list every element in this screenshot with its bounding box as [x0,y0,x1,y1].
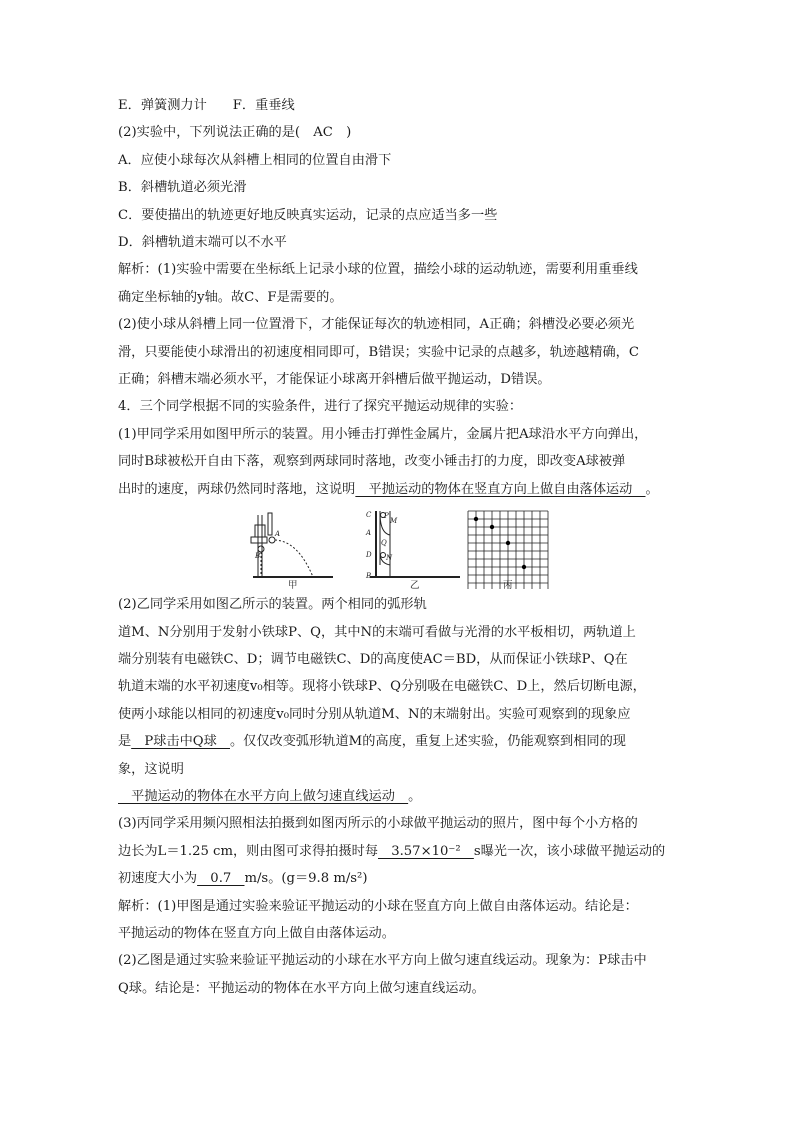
answer-blank: 3.57×10⁻² [378,843,474,859]
ball-position-dot [506,541,510,545]
answer-blank: 平抛运动的物体在水平方向上做匀速直线运动 [118,788,409,804]
svg-text:A: A [366,529,372,538]
ball-position-dot [490,525,494,529]
question-4-text: 初速度大小为 0.7 m/s。(g＝9.8 m/s²) [118,871,368,887]
caption-bing: 丙 [503,580,513,590]
option-d: D．斜槽轨道末端可以不水平 [118,235,287,251]
question-4-text: (1)甲同学采用如图甲所示的装置。用小锤击打弹性金属片，金属片把A球沿水平方向弹出， [118,426,648,442]
option-f: F．重垂线 [232,98,295,113]
svg-text:N: N [386,554,393,563]
figures-row [118,505,678,589]
question-4-text: 轨道末端的水平初速度v₀相等。现将小铁球P、Q分别吸在电磁铁C、D上，然后切断电源， [118,679,646,695]
question-4-text: 端分别装有电磁铁C、D；调节电磁铁C、D的高度使AC＝BD，从而保证小铁球P、Q在 [118,651,628,667]
question-4-text: 象，这说明 [118,761,184,777]
svg-text:B: B [366,572,372,581]
caption-jia: 甲 [288,580,298,590]
option-e: E．弹簧测力计 [118,98,207,113]
label-b: B [255,552,261,561]
question-4-text: 是 P球击中Q球 。仅仅改变弧形轨道M的高度，重复上述实验，仍能观察到相同的现 [118,734,626,750]
question-4-text: 出时的速度，两球仍然同时落地，这说明 平抛运动的物体在竖直方向上做自由落体运动 。 [118,481,659,497]
analysis-line: 确定坐标轴的y轴。故C、F是需要的。 [118,289,343,305]
figure-jia [251,513,333,589]
question-4-text: 平抛运动的物体在水平方向上做匀速直线运动 。 [118,788,422,804]
question-4-text: 边长为L＝1.25 cm，则由图可求得拍摄时每 3.57×10⁻² s曝光一次，该小球做平抛运动的 [118,843,666,859]
figure-yi [365,511,460,589]
question-4-text: (3)丙同学采用频闪照相法拍摄到如图丙所示的小球做平抛运动的照片，图中每个小方格的 [118,816,638,832]
label-a: A [275,530,281,539]
question-2: (2)实验中，下列说法正确的是( AC ) [118,125,352,141]
caption-yi: 乙 [410,580,420,590]
ball-position-dot [522,565,526,569]
answer-blank: P球击中Q球 [131,734,230,750]
svg-text:D: D [366,551,372,560]
question-4-text: 使两小球能以相同的初速度v₀同时分别从轨道M、N的末端射出。实验可观察到的现象应 [118,706,631,722]
experiment-figures [118,505,678,589]
svg-text:M: M [390,517,398,526]
svg-text:C: C [366,511,372,520]
analysis-line: (2)乙图是通过实验来验证平抛运动的小球在水平方向上做匀速直线运动。现象为：P球击中 [118,953,647,969]
analysis-line: 滑，只要能使小球滑出的初速度相同即可，B错误；实验中记录的点越多，轨迹越精确，C [118,344,639,360]
answer-blank: 0.7 [197,871,245,887]
analysis-line: 解析：(1)实验中需要在坐标纸上记录小球的位置，描绘小球的运动轨迹，需要利用重垂线 [118,262,638,278]
ball-position-dot [474,517,478,521]
question-4-title: 4．三个同学根据不同的实验条件，进行了探究平抛运动规律的实验： [118,399,523,415]
answer-blank: 平抛运动的物体在竖直方向上做自由落体运动 [355,481,646,497]
option-e-f [118,92,678,119]
analysis-line: 平抛运动的物体在竖直方向上做自由落体运动。 [118,925,395,941]
analysis-line: 解析：(1)甲图是通过实验来验证平抛运动的小球在竖直方向上做自由落体运动。结论是： [118,898,638,914]
document-page [118,92,678,1002]
figure-bing [468,511,548,589]
svg-text:Q: Q [381,539,387,548]
question-4-text: (2)乙同学采用如图乙所示的装置。两个相同的弧形轨 [118,597,427,613]
option-b: B．斜槽轨道必须光滑 [118,180,247,196]
analysis-line: (2)使小球从斜槽上同一位置滑下，才能保证每次的轨迹相同，A正确；斜槽没必要必须光 [118,317,635,333]
option-c: C．要使描出的轨迹更好地反映真实运动，记录的点应适当多一些 [118,207,498,223]
analysis-line: Q球。结论是：平抛运动的物体在水平方向上做匀速直线运动。 [118,980,485,996]
svg-text:P: P [384,512,389,521]
question-4-text: 同时B球被松开自由下落，观察到两球同时落地，改变小锤击打的力度，即改变A球被弹 [118,454,626,470]
option-a: A．应使小球每次从斜槽上相同的位置自由滑下 [118,152,392,168]
analysis-line: 正确；斜槽末端必须水平，才能保证小球离开斜槽后做平抛运动，D错误。 [118,372,551,388]
question-4-text: 道M、N分别用于发射小铁球P、Q，其中N的末端可看做与光滑的水平板相切，两轨道上 [118,624,636,640]
